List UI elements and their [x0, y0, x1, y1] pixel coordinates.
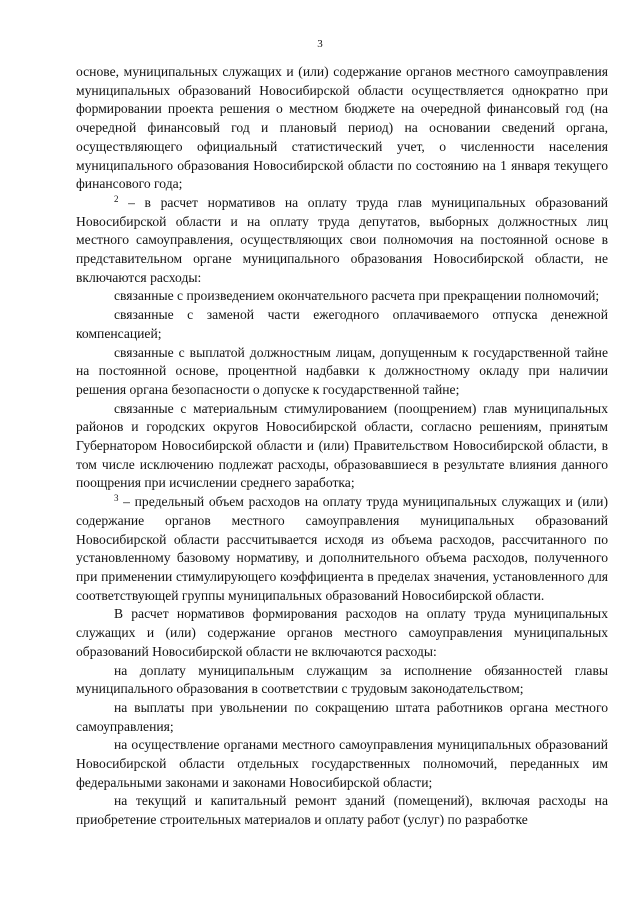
page-number: 3: [317, 38, 323, 50]
footnote-2-paragraph: [76, 194, 608, 288]
list-item-paragraph: на доплату муниципальным служащим за исполнение обязанностей главы муниципального образования в соответствии с трудовым законодательством;: [76, 662, 608, 697]
list-item-paragraph: на осуществление органами местного самоуправления муниципальных образований Новосибирской области отдельных государственных полномочий, переданных им федеральными законами и законами Новосибирской области;: [76, 737, 608, 790]
list-item-paragraph: связанные с материальным стимулированием (поощрением) глав муниципальных районов и городских округов Новосибирской области, согласно решениям, принятым Губернатором Новосибирской области и (или) Правительством Новосибирской области, в том числе исключению подлежат расходы, образовавшиеся в результате влияния данного поощрения при исчислении среднего заработка;: [76, 400, 608, 491]
paragraph: В расчет нормативов формирования расходов на оплату труда муниципальных служащих и (или) содержание органов местного самоуправления муниципальных образований Новосибирской области не включаются расходы:: [76, 606, 608, 659]
list-item-paragraph: связанные с произведением окончательного расчета при прекращении полномочий;: [114, 288, 600, 304]
list-item-paragraph: на текущий и капитальный ремонт зданий (помещений), включая расходы на приобретение строительных материалов и оплату работ (услуг) по разработке: [76, 793, 608, 828]
list-item-paragraph: связанные с выплатой должностным лицам, допущенным к государственной тайне на постоянной основе, процентной надбавки к должностному окладу при наличии решения органа безопасности о допуске к государственной тайне;: [76, 344, 608, 397]
footnote-marker: 3: [114, 493, 119, 504]
list-item-paragraph: на выплаты при увольнении по сокращению штата работников органа местного самоуправления;: [76, 699, 608, 734]
footnote-marker: 2: [114, 193, 119, 204]
list-item-paragraph: связанные с заменой части ежегодного оплачиваемого отпуска денежной компенсацией;: [76, 307, 608, 341]
paragraph-continuation: основе, муниципальных служащих и (или) содержание органов местного самоуправления муниципальных образований Новосибирской области осуществляется однократно при формировании проекта решения о местном бюджете на очередной финансовый год (на очередной финансовый год и плановый период) на основании сведений органа, осуществляющего официальный статистический учет, о численности населения муниципального образования Новосибирской области по состоянию на 1 января текущего финансового года;: [76, 64, 608, 192]
document-body: [76, 63, 608, 830]
paragraph-text: – предельный объем расходов на оплату труда муниципальных служащих и (или) содержание органов местного самоуправления муниципальных образований Новосибирской области рассчитывается исходя из объема расходов, рассчитанного по установленному базовому нормативу, и дополнительного объема расходов, полученного при применении стимулирующего коэффициента в пределах значения, установленного для соответствующей группы муниципальных образований Новосибирской области.: [76, 494, 608, 603]
footnote-3-paragraph: [76, 493, 608, 605]
paragraph-text: – в расчет нормативов на оплату труда глав муниципальных образований Новосибирской области и на оплату труда депутатов, выборных должностных лиц местного самоуправления, осуществляющих свои полномочия на постоянной основе в представительном органе муниципального образования Новосибирской области, не включаются расходы:: [76, 194, 608, 285]
